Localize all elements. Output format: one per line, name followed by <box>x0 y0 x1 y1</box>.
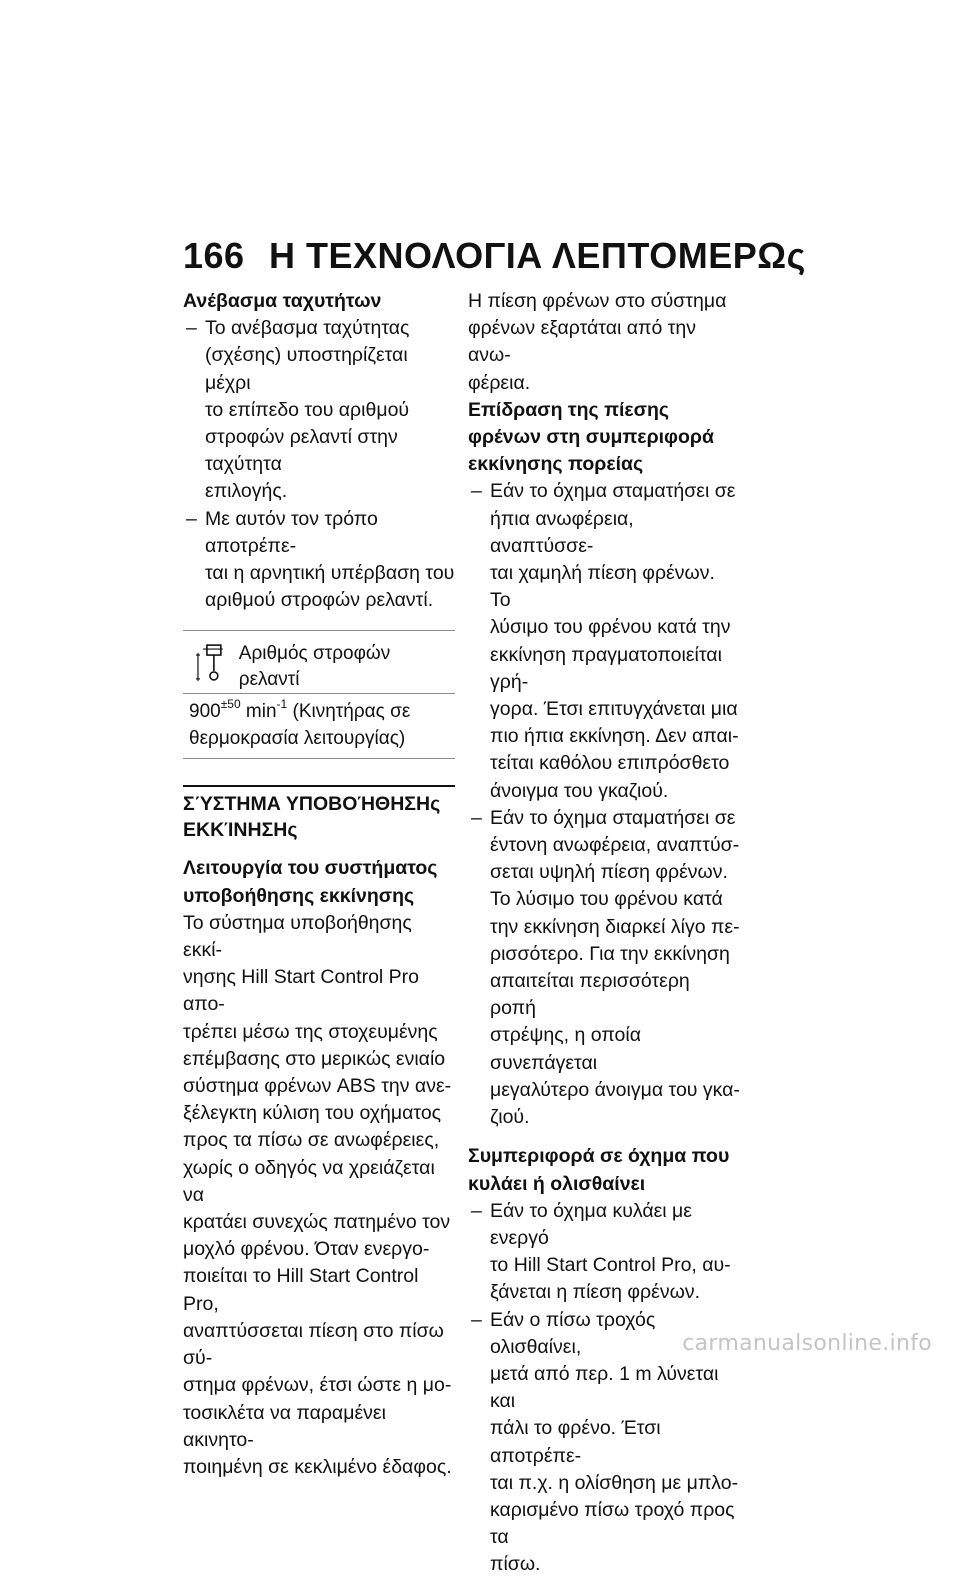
idle-speed-title: Αριθμός στροφών ρελαντί <box>238 643 391 691</box>
idle-speed-value: 900 <box>189 701 221 723</box>
watermark: carmanualsonline.info <box>682 1331 932 1356</box>
engine-idle-icon <box>193 639 233 687</box>
heading-effect: Επίδραση της πίεσης φρένων στη συμπεριφορά εκκίνησης πορείας <box>468 398 714 476</box>
dash-marker: – <box>471 480 482 503</box>
dash-marker: – <box>471 1199 482 1222</box>
dash-marker: – <box>471 1308 482 1331</box>
bullet-effect-1: – Εάν το όχημα σταματήσει σε ήπια ανωφέρεια, αναπτύσσε- ται χαμηλή πίεση φρένων. Το λύσιμο του φρένου κατά την εκκίνηση πραγματοποιείται γρή- γορα. Έτσι επιτυγχάνεται μια πιο ήπια εκκίνηση. Δεν απαι- τείται καθόλου επιπρόσθετο άνοιγμα του γκαζιού. <box>471 480 739 802</box>
bullet-rolling-2: – Εάν ο πίσω τροχός ολισθαίνει, μετά από περ. 1 m λύνεται και πάλι το φρένο. Έτσι αποτρέπε- ται π.χ. η ολίσθηση με μπλο- καρισμένο πίσω τροχό προς τα πίσω. <box>471 1308 739 1576</box>
right-column <box>468 288 740 1579</box>
idle-speed-tolerance: ±50 <box>220 697 241 712</box>
bullet-rolling-1: – Εάν το όχημα κυλάει με ενεργό το Hill Start Control Pro, αυ- ξάνεται η πίεση φρένων. <box>471 1199 731 1304</box>
page-title: Η ΤΕΧΝΟΛΟΓΙΑ ΛΕΠΤΟΜΕΡΩς <box>269 235 806 276</box>
bullet-effect-2: – Εάν το όχημα σταματήσει σε έντονη ανωφέρεια, αναπτύσ- σεται υψηλή πίεση φρένων. Το λύσιμο του φρένου κατά την εκκίνηση διαρκεί λίγο πε- ρισσότερο. Για την εκκίνηση απαιτείται περισσότερη ροπή στρέψης, η οποία συνεπάγεται μεγαλύτερο άνοιγμα του γκα- ζιού. <box>471 806 740 1129</box>
dash-marker: – <box>186 507 197 530</box>
heading-rolling: Συμπεριφορά σε όχημα που κυλάει ή ολισθαίνει <box>468 1145 730 1195</box>
page-number: 166 <box>183 235 245 276</box>
idle-speed-table-header <box>183 631 455 694</box>
left-column <box>183 288 455 1481</box>
idle-speed-note: (Κινητήρας σε <box>292 701 411 723</box>
bullet-upshift-1: – Το ανέβασμα ταχύτητας (σχέσης) υποστηρίζεται μέχρι το επίπεδο του αριθμού στροφών ρελαντί στην ταχύτητα επιλογής. <box>186 317 410 503</box>
idle-speed-value-row <box>183 694 455 758</box>
idle-speed-note-2: θερμοκρασία λειτουργίας) <box>189 728 406 750</box>
section-title: ΣΎΣΤΗΜΑ ΥΠΟΒΟΉΘΗΣΗς ΕΚΚΊΝΗΣΗς <box>183 785 455 843</box>
heading-function: Λειτουργία του συστήματος υποβοήθησης εκκίνησης <box>183 857 438 907</box>
pressure-paragraph: Η πίεση φρένων στο σύστημα φρένων εξαρτάται από την ανω- φέρεια. <box>468 290 727 394</box>
heading-upshift: Ανέβασμα ταχυτήτων <box>183 290 382 312</box>
dash-marker: – <box>471 806 482 829</box>
idle-speed-unit: min <box>245 701 277 723</box>
page-header <box>183 234 806 278</box>
idle-speed-unit-exponent: -1 <box>276 697 288 712</box>
idle-speed-table <box>183 630 455 759</box>
bullet-upshift-2: – Με αυτόν τον τρόπο αποτρέπε- ται η αρνητική υπέρβαση του αριθμού στροφών ρελαντί. <box>186 507 455 612</box>
function-paragraph: Το σύστημα υποβοήθησης εκκί- νησης Hill Start Control Pro απο- τρέπει μέσω της στοχευμένης επέμβασης στο μερικώς ενιαίο σύστημα φρένων ABS την ανε- ξέλεγκτη κύλιση του οχήματος προς τα πίσω σε ανωφέρειες, χωρίς ο οδηγός να χρειάζεται να κρατάει συνεχώς πατημένο τον μοχλό φρένου. Όταν ενεργο- ποιείται το Hill Start Control Pro, αναπτύσσεται πίεση στο πίσω σύ- στημα φρένων, έτσι ώστε η μο- τοσικλέτα να παραμένει ακινητο- ποιημένη σε κεκλιμένο έδαφος. <box>183 911 452 1478</box>
dash-marker: – <box>186 317 197 340</box>
